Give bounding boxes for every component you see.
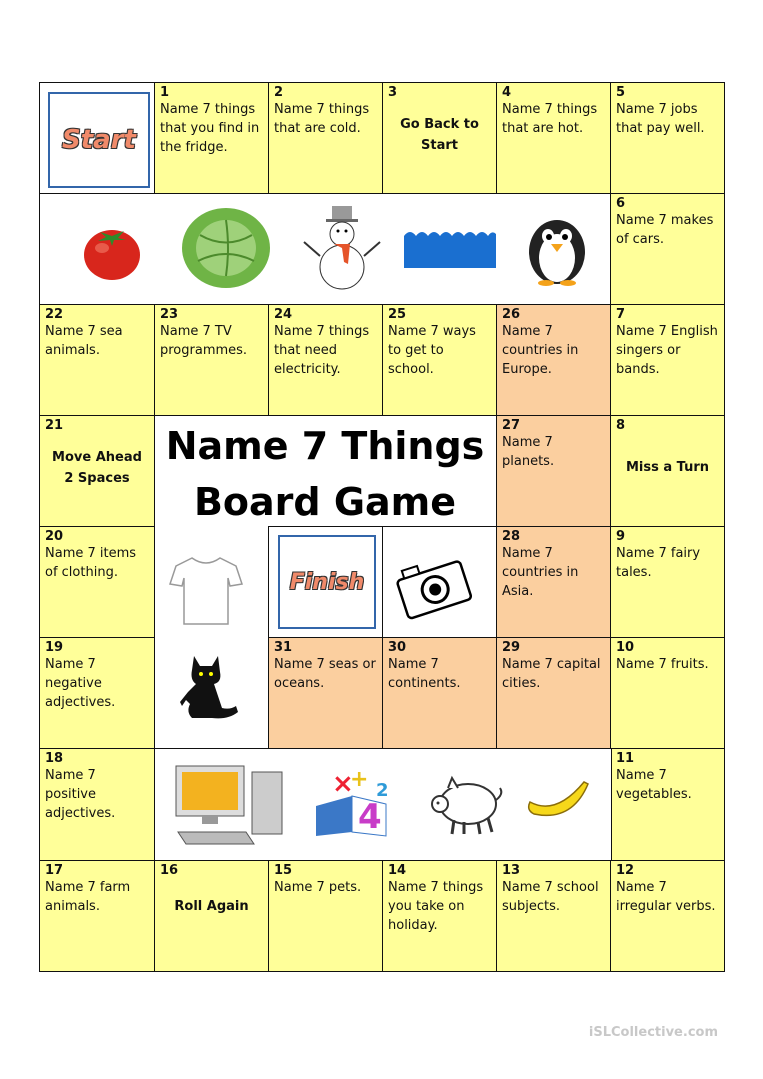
square-5 [610,82,725,194]
square-21 [39,415,155,527]
square-text: Name 7 positive adjectives. [45,768,116,821]
square-20 [39,526,155,638]
square-number: 30 [388,640,407,655]
square-22 [39,304,155,416]
square-text: Name 7 irregular verbs. [616,880,716,914]
square-number: 8 [616,418,626,433]
square-text: Name 7 jobs that pay well. [616,102,705,136]
square-text: Go Back to Start [400,117,479,153]
square-text: Name 7 ways to get to school. [388,324,476,377]
square-text: Miss a Turn [625,460,710,475]
water-icon [404,228,496,268]
maths-book-icon [312,766,396,838]
square-text: Name 7 negative adjectives. [45,657,116,710]
square-number: 31 [274,640,293,655]
tomato-icon [80,218,144,282]
page-title [160,418,490,530]
tshirt-icon [168,552,244,628]
banana-icon [526,776,590,822]
square-number: 27 [502,418,521,433]
square-text: Name 7 things that are cold. [274,102,370,136]
square-text: Name 7 things that need electricity. [274,324,370,377]
square-number: 22 [45,307,64,322]
square-text: Name 7 planets. [502,435,555,469]
square-27 [496,415,611,527]
square-number: 13 [502,863,521,878]
square-text: Name 7 school subjects. [502,880,599,914]
square-number: 18 [45,751,64,766]
svg-text:×: × [332,769,354,799]
square-24 [268,304,383,416]
square-number: 19 [45,640,64,655]
square-text: Name 7 fruits. [616,657,709,672]
square-11 [610,748,725,861]
computer-icon [172,762,290,848]
square-number: 12 [616,863,635,878]
square-30 [382,637,497,749]
square-15 [268,860,383,972]
square-number: 25 [388,307,407,322]
square-18 [39,748,155,861]
camera-icon [394,552,472,620]
square-text: Name 7 farm animals. [45,880,131,914]
square-text: Name 7 countries in Europe. [502,324,579,377]
square-25 [382,304,497,416]
square-number: 7 [616,307,626,322]
square-6 [610,193,725,305]
cat-icon [178,652,240,720]
square-text: Name 7 seas or oceans. [274,657,376,691]
square-text: Name 7 English singers or bands. [616,324,718,377]
square-number: 6 [616,196,626,211]
square-13 [496,860,611,972]
square-number: 11 [616,751,635,766]
finish-logo: Finish [278,535,376,629]
square-number: 29 [502,640,521,655]
square-number: 10 [616,640,635,655]
penguin-icon [524,212,590,286]
square-1 [154,82,269,194]
square-3 [382,82,497,194]
square-29 [496,637,611,749]
square-text: Name 7 countries in Asia. [502,546,579,599]
square-text: Move Ahead 2 Spaces [52,450,142,486]
square-9 [610,526,725,638]
square-text: Name 7 capital cities. [502,657,601,691]
svg-text:2: 2 [376,780,389,801]
square-text: Roll Again [174,899,249,914]
title-line-1: Name 7 Things [165,424,485,468]
square-number: 4 [502,85,512,100]
square-text: Name 7 things you take on holiday. [388,880,484,933]
square-8 [610,415,725,527]
square-16 [154,860,269,972]
square-number: 26 [502,307,521,322]
square-19 [39,637,155,749]
title-line-2: Board Game [193,480,457,524]
square-text: Name 7 continents. [388,657,461,691]
square-number: 17 [45,863,64,878]
square-23 [154,304,269,416]
square-number: 15 [274,863,293,878]
square-12 [610,860,725,972]
square-4 [496,82,611,194]
svg-text:4: 4 [358,797,382,837]
square-text: Name 7 things that are hot. [502,102,598,136]
snowman-icon [302,204,384,292]
square-number: 16 [160,863,179,878]
square-number: 24 [274,307,293,322]
svg-text:+: + [350,767,369,792]
square-text: Name 7 items of clothing. [45,546,137,580]
square-31 [268,637,383,749]
square-7 [610,304,725,416]
pig-icon [430,774,504,836]
square-number: 1 [160,85,170,100]
square-number: 23 [160,307,179,322]
square-17 [39,860,155,972]
square-number: 20 [45,529,64,544]
square-text: Name 7 fairy tales. [616,546,701,580]
square-number: 21 [45,418,64,433]
square-text: Name 7 vegetables. [616,768,692,802]
square-number: 2 [274,85,284,100]
square-10 [610,637,725,749]
start-logo: Start [48,92,150,188]
square-text: Name 7 sea animals. [45,324,123,358]
square-number: 28 [502,529,521,544]
square-text: Name 7 makes of cars. [616,213,714,247]
square-26 [496,304,611,416]
square-number: 5 [616,85,626,100]
cabbage-icon [180,205,272,290]
square-text: Name 7 pets. [274,880,362,895]
square-text: Name 7 things that you find in the fridge. [160,102,260,155]
square-text: Name 7 TV programmes. [160,324,248,358]
square-number: 9 [616,529,626,544]
square-number: 3 [388,85,398,100]
footer-watermark: iSLCollective.com [588,1025,718,1040]
square-28 [496,526,611,638]
square-2 [268,82,383,194]
square-number: 14 [388,863,407,878]
square-14 [382,860,497,972]
